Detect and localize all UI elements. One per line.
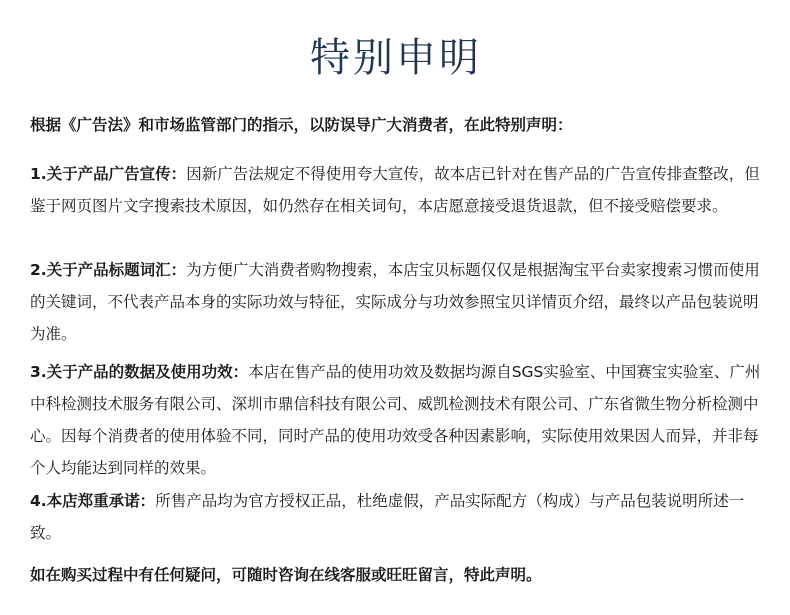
statement-item-2 xyxy=(30,254,762,350)
item-heading: 1.关于产品广告宣传： xyxy=(30,165,187,183)
statement-item-4 xyxy=(30,485,762,549)
item-body: 本店在售产品的使用功效及数据均源自SGS实验室、中国赛宝实验室、广州中科检测技术服务有限公司、深圳市鼎信科技有限公司、威凯检测技术有限公司、广东省微生物分析检测中心。因每个消费者的使用体验不同，同时产品的使用功效受各种因素影响，实际使用效果因人而异，并非每个人均能达到同样的效果。 xyxy=(30,363,761,477)
closing-text: 如在购买过程中有任何疑问，可随时咨询在线客服或旺旺留言，特此声明。 xyxy=(30,566,542,584)
page-title: 特别申明 xyxy=(310,35,482,81)
item-body: 为方便广大消费者购物搜索，本店宝贝标题仅仅是根据淘宝平台卖家搜索习惯而使用的关键词，不代表产品本身的实际功效与特征，实际成分与功效参照宝贝详情页介绍，最终以产品包装说明为准。 xyxy=(30,261,760,343)
item-body: 因新广告法规定不得使用夸大宣传，故本店已针对在售产品的广告宣传排查整改，但鉴于网页图片文字搜索技术原因，如仍然存在相关词句，本店愿意接受退货退款，但不接受赔偿要求。 xyxy=(30,165,760,215)
item-body: 所售产品均为官方授权正品，杜绝虚假，产品实际配方（构成）与产品包装说明所述一致。 xyxy=(30,492,745,542)
statement-item-1 xyxy=(30,158,762,222)
item-heading: 3.关于产品的数据及使用功效： xyxy=(30,363,249,381)
item-heading: 2.关于产品标题词汇： xyxy=(30,261,187,279)
statement-item-3 xyxy=(30,356,762,484)
intro-text: 根据《广告法》和市场监管部门的指示，以防误导广大消费者，在此特别声明： xyxy=(30,116,573,134)
item-heading: 4.本店郑重承诺： xyxy=(30,492,156,510)
